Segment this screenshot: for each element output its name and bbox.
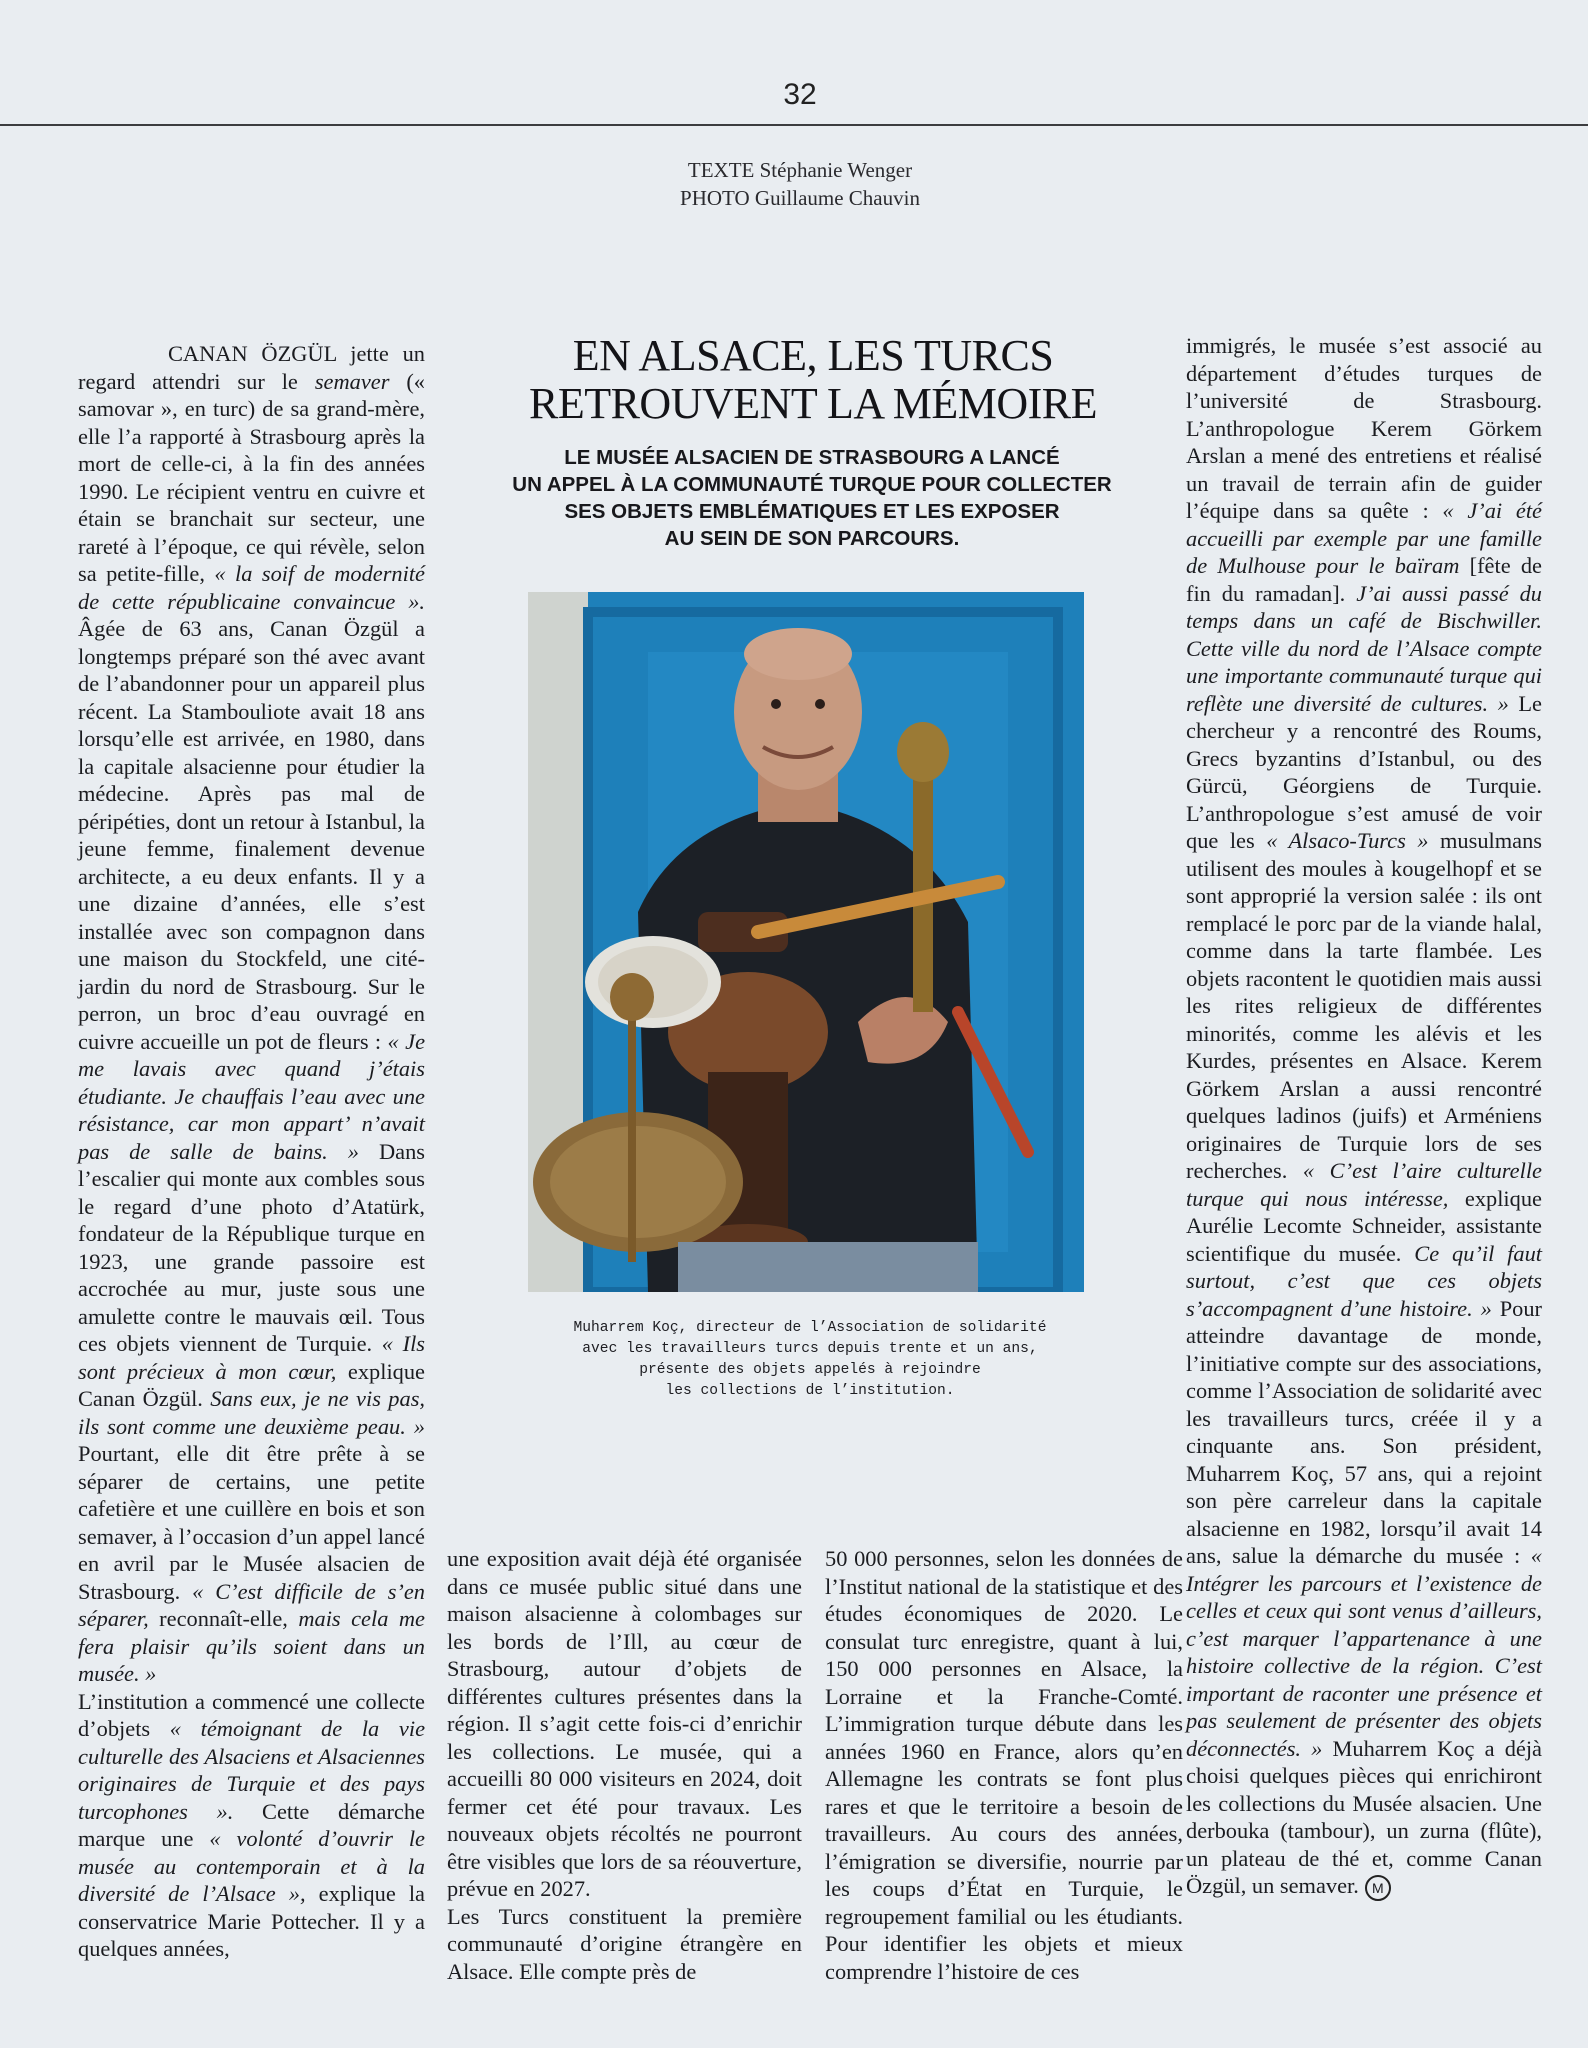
- photo-caption: [540, 1318, 1080, 1402]
- paragraph: L’institution a commencé une collecte d’objets « témoignant de la vie culturelle des Alsaciens et Alsaciennes originaires de Turquie et des pays turcophones ». Cette démarche marque une « volonté d’ouvrir le musée au contemporain et à la diversité de l’Alsace », explique la conservatrice Marie Pottecher. Il y a quelques années,: [78, 1688, 426, 1961]
- column-right: [1186, 332, 1542, 1901]
- paragraph: une exposition avait déjà été organisée dans ce musée public situé dans une maison alsacienne à colombages sur les bords de l’Ill, au cœur de Strasbourg, autour d’objets de différentes cultures présentes dans la région. Il s’agit cette fois-ci d’enrichir les collections. Le musée, qui a accueilli 80 000 visiteurs en 2024, doit fermer cet été pour travaux. Les nouveaux objets récoltés ne pourront être visibles que lors de sa réouverture, prévue en 2027.: [447, 1546, 802, 1901]
- caption-line: les collections de l’institution.: [665, 1383, 955, 1399]
- headline-line: EN ALSACE, LES TURCS: [572, 331, 1054, 380]
- text-label: TEXTE: [687, 158, 755, 182]
- caption-line: présente des objets appelés à rejoindre: [639, 1362, 981, 1378]
- paragraph: CANAN ÖZGÜL jette un regard attendri sur le semaver (« samovar », en turc) de sa grand-mère, elle l’a rapporté à Strasbourg après la mort de celle-ci, à la fin des années 1990. Le récipient ventru en cuivre et étain se branchait sur secteur, une rareté à l’époque, ce qui révèle, selon sa petite-fille, « la soif de modernité de cette républicaine convaincue ». Âgée de 63 ans, Canan Özgül a longtemps préparé son thé avec avant de l’abandonner pour un appareil plus récent. La Stambouliote avait 18 ans lorsqu’elle est arrivée, en 1980, dans la capitale alsacienne pour étudier la médecine. Après pas mal de péripéties, dont un retour à Istanbul, la jeune femme, finalement devenue architecte, a eu deux enfants. Il y a une dizaine d’années, elle s’est installée avec son compagnon dans une maison du Stockfeld, une cité-jardin du nord de Strasbourg. Sur le perron, un broc d’eau ouvragé en cuivre accueille un pot de fleurs : « Je me lavais avec quand j’étais étudiante. Je chauffais l’eau avec une résistance, car mon appart’ n’avait pas de salle de bains. » Dans l’escalier qui monte aux combles sous le regard d’une photo d’Atatürk, fondateur de la République turque en 1923, une grande passoire est accrochée au mur, juste sous une amulette contre le mauvais œil. Tous ces objets viennent de Turquie. « Ils sont précieux à mon cœur, explique Canan Özgül. Sans eux, je ne vis pas, ils sont comme une deuxième peau. » Pourtant, elle dit être prête à se séparer de certains, une petite cafetière et une cuillère en bois et son semaver, à l’occasion d’un appel lancé en avril par le Musée alsacien de Strasbourg. « C’est difficile de s’en séparer, reconnaît-elle, mais cela me fera plaisir qu’ils soient dans un musée. »: [78, 341, 426, 1686]
- subheadline-line: SES OBJETS EMBLÉMATIQUES ET LES EXPOSER: [564, 500, 1060, 523]
- paragraph: Les Turcs constituent la première communauté d’origine étrangère en Alsace. Elle compte près de: [447, 1903, 802, 1984]
- photo-label: PHOTO: [680, 186, 750, 210]
- photo-illustration: [528, 592, 1084, 1292]
- caption-line: avec les travailleurs turcs depuis trente et un ans,: [582, 1341, 1038, 1357]
- paragraph: 50 000 personnes, selon les données de l’Institut national de la statistique et des études économiques de 2020. Le consulat turc enregistre, quant à lui, 150 000 personnes en Alsace, la Lorraine et la Franche-Comté. L’immigration turque débute dans les années 1960 en France, alors qu’en Allemagne les contrats se font plus rares et que le territoire a besoin de travailleurs. Au cours des années, l’émigration se diversifie, nourrie par les coups d’État en Turquie, le regroupement familial ou les étudiants. Pour identifier les objets et mieux comprendre l’histoire de ces: [825, 1546, 1183, 1984]
- subheadline-line: AU SEIN DE SON PARCOURS.: [664, 527, 960, 550]
- byline: [0, 156, 1588, 212]
- subheadline-line: LE MUSÉE ALSACIEN DE STRASBOURG A LANCÉ: [564, 446, 1060, 469]
- photo-author: Guillaume Chauvin: [754, 186, 920, 210]
- subheadline: [462, 444, 1162, 552]
- headline: [440, 332, 1186, 428]
- column-left: [78, 340, 425, 1963]
- column-middle-left: [447, 1545, 802, 1985]
- column-middle-right: [825, 1545, 1183, 1985]
- paragraph: immigrés, le musée s’est associé au département d’études turques de l’université de Strasbourg. L’anthropologue Kerem Görkem Arslan a mené des entretiens et réalisé un travail de terrain afin de guider l’équipe dans sa quête : « J’ai été accueilli par exemple par une famille de Mulhouse pour le baïram [fête de fin du ramadan]. J’ai aussi passé du temps dans un café de Bischwiller. Cette ville du nord de l’Alsace compte une importante communauté turque qui reflète une diversité de cultures. » Le chercheur y a rencontré des Roums, Grecs byzantins d’Istanbul, ou des Gürcü, Géorgiens de Turquie. L’anthropologue s’est amusé de voir que les « Alsaco-Turcs » musulmans utilisent des moules à kougelhopf et se sont approprié la version salée : ils ont remplacé le porc par de la viande halal, comme dans la tarte flambée. Les objets racontent le quotidien mais aussi les rites religieux de différentes minorités, comme les alévis et les Kurdes, présentes en Alsace. Kerem Görkem Arslan a aussi rencontré quelques ladinos (juifs) et Arméniens originaires de Turquie lors de ses recherches. « C’est l’aire culturelle turque qui nous intéresse, explique Aurélie Lecomte Schneider, assistante scientifique du musée. Ce qu’il faut surtout, c’est que ces objets s’accompagnent d’une histoire. » Pour atteindre davantage de monde, l’initiative compte sur des associations, comme l’Association de solidarité avec les travailleurs turcs, créée il y a cinquante ans. Son président, Muharrem Koç, 57 ans, qui a rejoint son père carreleur dans la capitale alsacienne en 1982, lorsqu’il avait 14 ans, salue la démarche du musée : « Intégrer les parcours et l’existence de celles et ceux qui sont venus d’ailleurs, c’est marquer l’appartenance à une histoire collective de la région. C’est important de raconter une présence et pas seulement de présenter des objets déconnectés. » Muharrem Koç a déjà choisi quelques pièces qui enrichiront les collections du Musée alsacien. Une derbouka (tambour), un zurna (flûte), un plateau de thé et, comme Canan Özgül, un semaver. M: [1186, 332, 1542, 1901]
- caption-line: Muharrem Koç, directeur de l’Association de solidarité: [573, 1320, 1047, 1336]
- page-number: 32: [783, 78, 817, 111]
- subheadline-line: UN APPEL À LA COMMUNAUTÉ TURQUE POUR COLLECTER: [512, 473, 1112, 496]
- end-mark-icon: M: [1365, 1875, 1391, 1901]
- article-photo: [528, 592, 1084, 1292]
- text-credit: [0, 156, 1588, 184]
- headline-line: RETROUVENT LA MÉMOIRE: [528, 379, 1097, 428]
- text-author: Stéphanie Wenger: [759, 158, 913, 182]
- photo-credit: [0, 184, 1588, 212]
- top-rule: [0, 124, 1588, 126]
